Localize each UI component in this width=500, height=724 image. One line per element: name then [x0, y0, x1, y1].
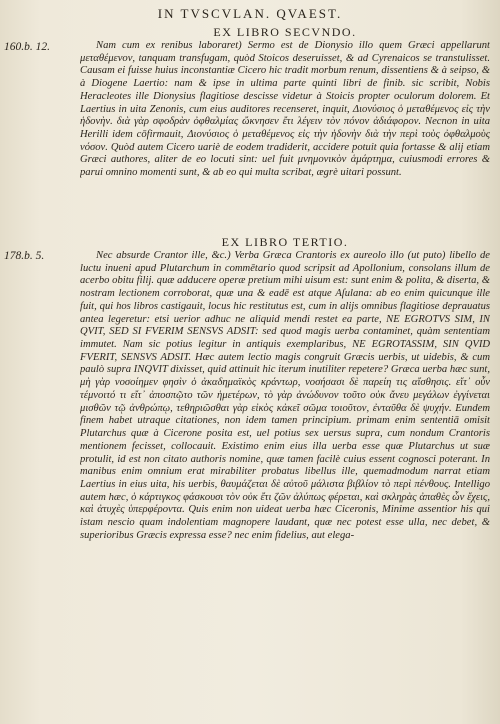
section-heading-book-3: EX LIBRO TERTIO.: [221, 235, 349, 249]
margin-reference-2: 178.b. 5.: [4, 250, 45, 262]
commentary-paragraph-2: [80, 250, 490, 716]
section-heading-book-2: EX LIBRO SECVNDO.: [213, 25, 357, 39]
commentary-text-2: Nec absurde Crantor ille, &c.) Verba Græca Crantoris ex aureolo illo (ut puto) libello de luctu inueni apud Plutarchum in commētario quod scripsit ad Apollonium, consolans illum de acerbo obitu filij. quæ adducere operæ pretium mihi uisum est: sunt enim & polita, & diserta, & nostram lectionem corroborat, quæ una & eadē est atque Aſulana: ab eo enim quicunque ille fuit, qui hos libros castigauit, locus hic restitutus est, cum in alijs omnibus flagitiose deprauatus antea legeretur: etsi uerior adhuc ne aliquid mendi restet ea parte, NE EGROTVS SIM, IN QVIT, SED SI FVERIM SENSVS ADSIT: sed quod magis uerba contaminet, quàm sententiam immutet. Nam sic potius legitur in antiquis exemplaribus, NE EGROTASSIM, SIN QVID FVERIT, SENSVS ADSIT. Hæc autem lectio magis congruit Græcis uerbis, ut uidebis, & cum paulò supra INQVIT dixisset, quid attinuit hic iterum inutiliter repetere? Græca uerba hæc sunt, μὴ γὰρ νοσοίημεν φησὶν ὁ ἀκαδημαϊκὸς κράντωρ, νοσήσασι δὲ παρείη τις αἴσθησις. εἴτ᾽ οὖν τέμνοιτό τι εἴτ᾽ ἀποσπῷτο τῶν ἡμετέρων, τὸ γὰρ ἀνώδυνον τοῦτο οὐκ ἄνευ μεγάλων ἐγγίνεται μισθῶν τῷ ἀνθρώπῳ, τεθηριῶσθαι γὰρ εἰκὸς κἀκεῖ σῶμα τοιοῦτον, ἐνταῦθα δὲ ψυχήν. Eundem finem habet utraque citationes, non idem tamen principium. primam enim sententiā omisit Plutarchus quæ à Cicerone posita est, uel potius sex uersus supra, cum nondum Crantoris mentionem fecisset, collocauit. Existimo enim eius illa uerba esse quæ Plutarchus ut suæ protulit, id est non citato authoris nomine, quæ tamen facilè cuius essent cognosci poterant. In manibus enim omnium erat mirabiliter probatus libellus ille, quemadmodum narrat etiam Laertius in eius uita, his uerbis, θαυμάζεται δὲ αὐτοῦ μάλιστα βιβλίον τὸ περὶ πένθους. Intelligo autem hæc, ὁ κάρτιγκος φάσκουσι τὸν οὐκ ἔτι ζῶν ἀλύπως φέρεται, καὶ σκληρὰς ἀπαθὲς ὧν ἔχεις, καὶ ἀτυχὲς ὑπερφέροντα. Quis enim non uideat uerba hæc Ciceronis, Minime assentior his qui istam nescio quam indolentiam magnopere laudant, quæ nec potest esse ulla, nec debet, & superioribus Græcis expressa esse? nec enim fidelius, aut elega-: [80, 250, 490, 541]
commentary-text-1: Nam cum ex renibus laboraret) Sermo est de Dionysio illo quem Græci appellarunt μεταθέμενον, tanquam transfugam, quòd Stoicos deseruisset, & ad Cyrenaicos se transtulisset. Causam ei fuisse huius inconstantiæ Cicero hic tradit morbum renum, dissentiens & à seipso, & à Diogene Laertio: nam & ipse in ultima parte quinti libri de finib. sic scribit, Nobis Heracleotes ille Dionysius flagitiose descisse videtur à Stoicis propter oculorum dolorem. Et Laertius in uita Zenonis, cum eius auditores recenseret, inquit, Διονύσιος ὁ μεταθέμενος εἰς τὴν ἡδονὴν. διὰ γὰρ σφοδρὰν ὀφθαλμίας ὤκνησεν ἔτι λέγειν τὸν πόνον ἀδιάφορον. Necnon in uita Herilli idem cōfirmauit, Διονύσιος ὁ μεταθέμενος εἰς τὴν ἡδονὴν διὰ τὴν περὶ τοὺς ὀφθαλμοὺς νόσον. Quòd autem Cicero uariè de eodem tradiderit, accidere potuit quia fortasse & alij etiam Græci authores, aliter de eo locuti sint: uel fuit μνημονικὸν ἁμάρτημα, cuiusmodi errores & parui omnino momenti sunt, & ab eo qui multa scribat, ægrè uitari possunt.: [80, 40, 490, 179]
margin-reference-1: 160.b. 12.: [4, 41, 50, 53]
commentary-paragraph-1: [80, 40, 490, 230]
running-head: IN TVSCVLAN. QVAEST.: [157, 6, 343, 21]
